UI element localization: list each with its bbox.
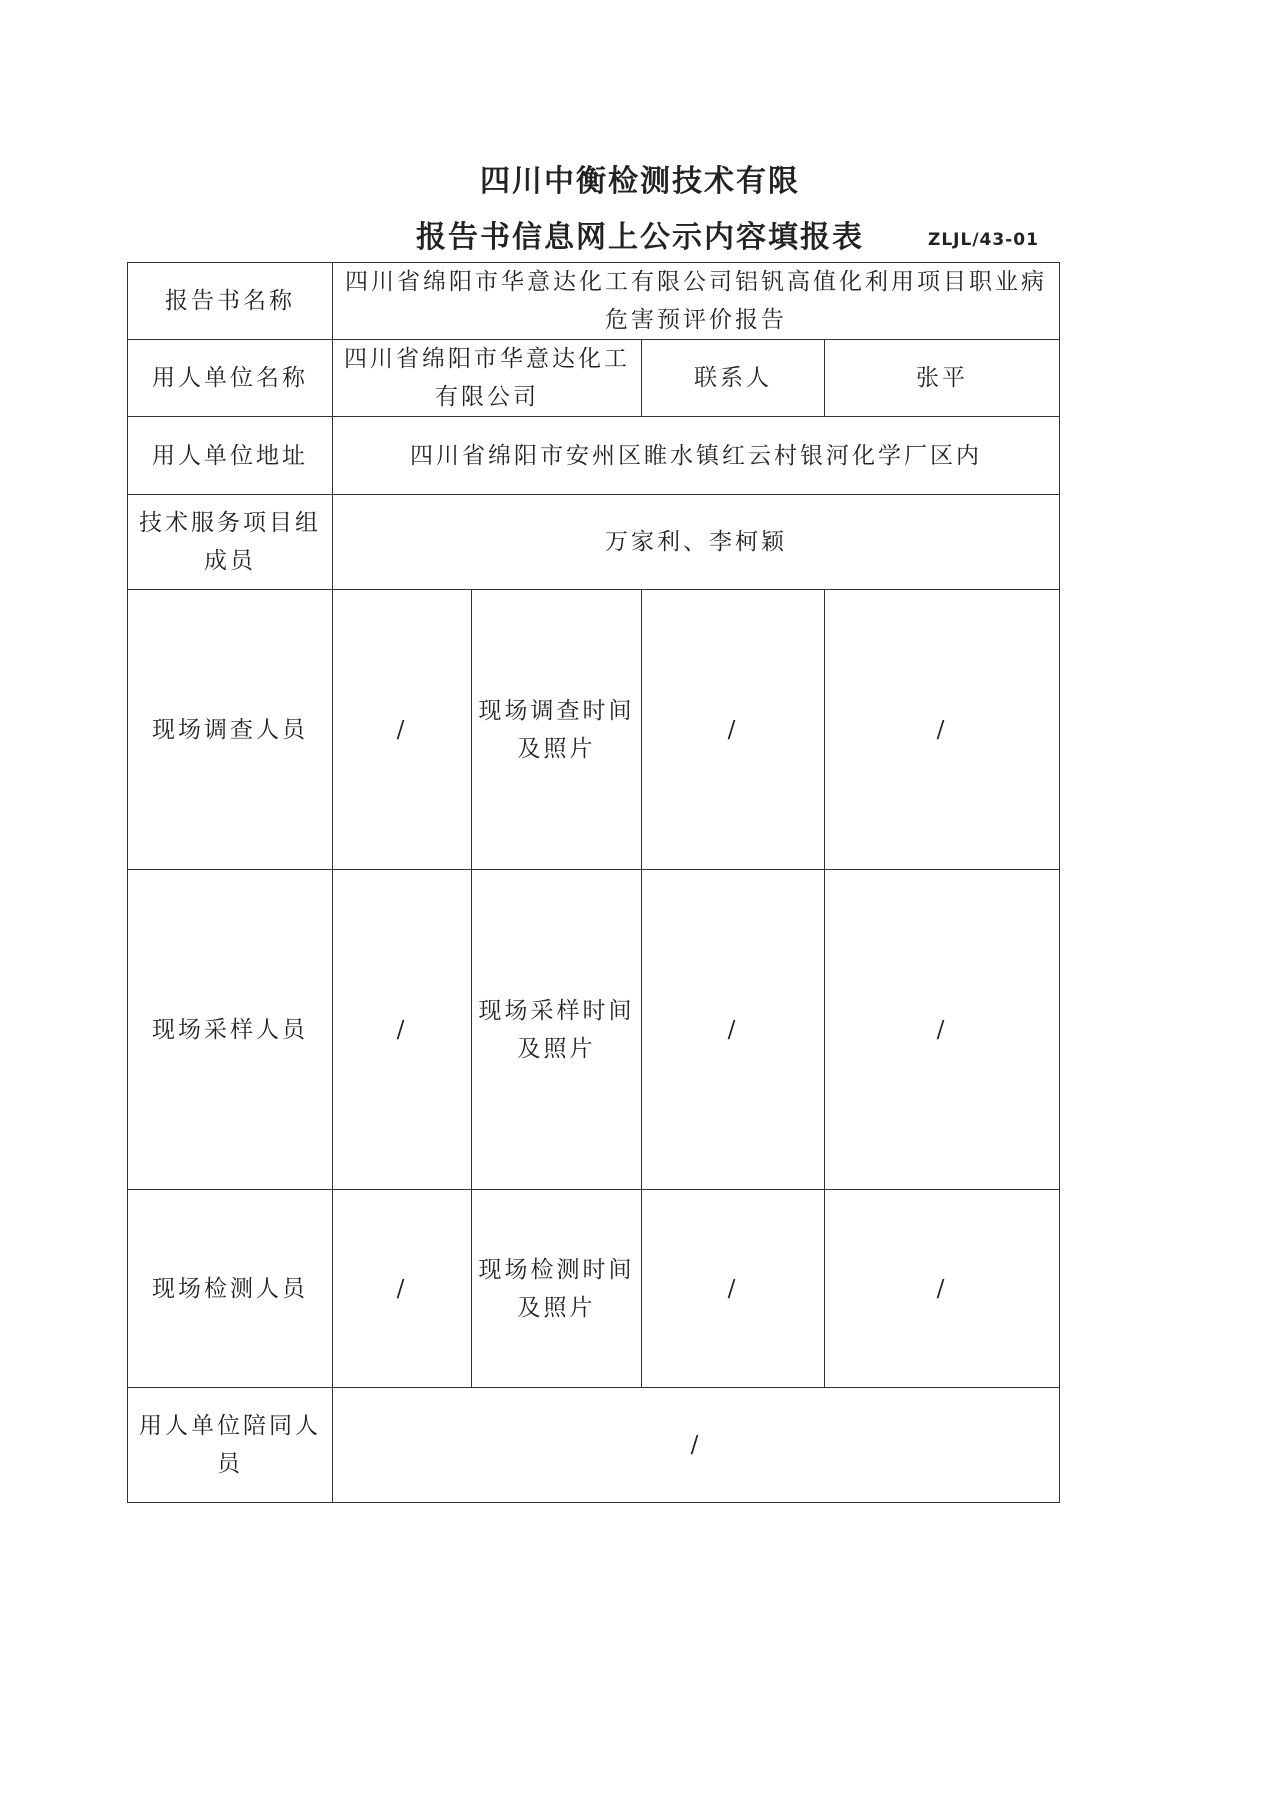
survey-time-label: 现场调查时间及照片 [472,590,642,870]
document-title-line1: 四川中衡检测技术有限 [480,164,800,199]
testing-time-value: / [642,1190,825,1388]
sampling-time-value: / [642,870,825,1190]
survey-time-value: / [642,590,825,870]
testing-photo-value: / [825,1190,1060,1388]
form-code: ZLJL/43-01 [928,230,1039,250]
report-name-label: 报告书名称 [128,263,333,340]
report-name-value: 四川省绵阳市华意达化工有限公司铝钒高值化利用项目职业病危害预评价报告 [333,263,1060,340]
sampling-staff-value: / [333,870,472,1190]
escort-value: / [333,1388,1060,1503]
employer-name-label: 用人单位名称 [128,340,333,417]
sampling-time-label: 现场采样时间及照片 [472,870,642,1190]
testing-time-label: 现场检测时间及照片 [472,1190,642,1388]
survey-staff-value: / [333,590,472,870]
team-value: 万家利、李柯颖 [333,495,1060,590]
sampling-row [128,870,1060,1190]
sampling-staff-label: 现场采样人员 [128,870,333,1190]
testing-staff-label: 现场检测人员 [128,1190,333,1388]
contact-label: 联系人 [642,340,825,417]
testing-row [128,1190,1060,1388]
employer-row [128,340,1060,417]
address-label: 用人单位地址 [128,417,333,495]
address-row [128,417,1060,495]
report-name-row [128,263,1060,340]
team-label: 技术服务项目组成员 [128,495,333,590]
team-row [128,495,1060,590]
testing-staff-value: / [333,1190,472,1388]
escort-row [128,1388,1060,1503]
address-value: 四川省绵阳市安州区睢水镇红云村银河化学厂区内 [333,417,1060,495]
employer-name-value: 四川省绵阳市华意达化工有限公司 [333,340,642,417]
survey-row [128,590,1060,870]
escort-label: 用人单位陪同人员 [128,1388,333,1503]
survey-photo-value: / [825,590,1060,870]
contact-value: 张平 [825,340,1060,417]
survey-staff-label: 现场调查人员 [128,590,333,870]
document-title-line2: 报告书信息网上公示内容填报表 [416,220,864,255]
disclosure-form-table [127,262,1060,1503]
sampling-photo-value: / [825,870,1060,1190]
